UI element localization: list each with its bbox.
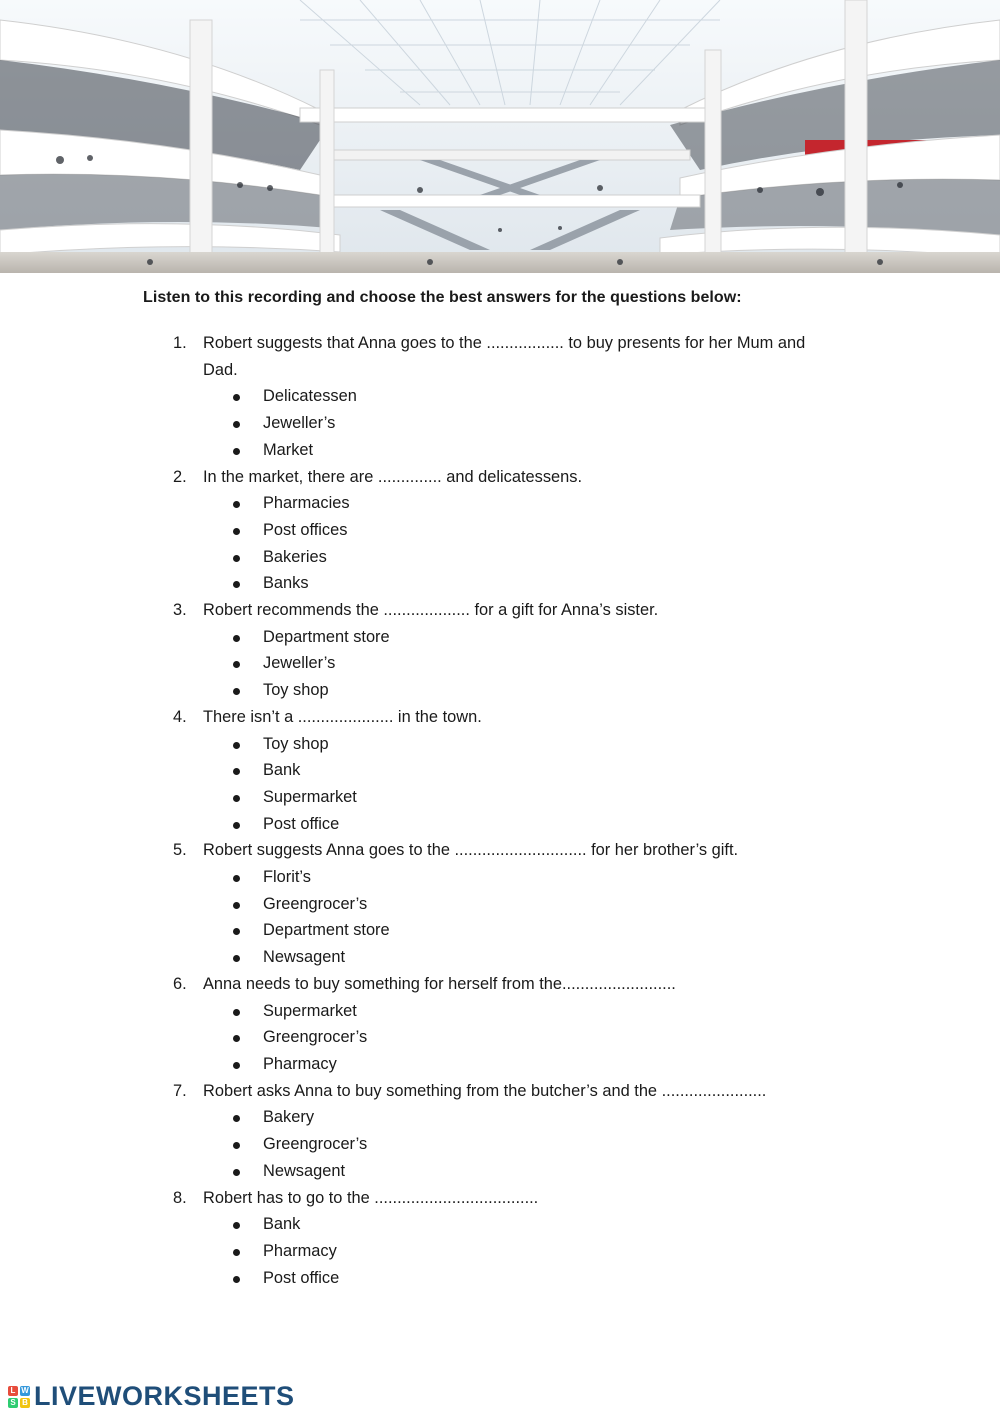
question-item — [0, 1078, 1000, 1185]
bullet-icon — [233, 1142, 240, 1149]
answer-option[interactable] — [0, 1265, 1000, 1292]
answer-option-label: Toy shop — [263, 734, 329, 753]
logo-square: L — [8, 1386, 18, 1396]
question-prompt: In the market, there are .............. and delicatessens. — [203, 467, 582, 486]
question-prompt: Anna needs to buy something for herself from the......................... — [203, 974, 676, 993]
question-number: 2. — [173, 467, 187, 486]
mall-interior-image — [0, 0, 1000, 273]
bullet-icon — [233, 661, 240, 668]
question-prompt: Robert suggests Anna goes to the ............................. for her brother’s gift. — [203, 841, 739, 860]
question-number: 5. — [173, 841, 187, 860]
answer-option-label: Pharmacy — [263, 1241, 337, 1260]
logo-square: W — [21, 1385, 29, 1395]
question-item — [0, 704, 1000, 838]
answer-option-label: Florit’s — [263, 868, 311, 887]
answer-option-label: Post office — [263, 814, 340, 833]
answer-option[interactable] — [0, 891, 1000, 918]
answer-option[interactable] — [0, 784, 1000, 811]
answer-option-label: Market — [263, 440, 314, 459]
answer-options — [0, 490, 1000, 597]
answer-option[interactable] — [0, 811, 1000, 838]
answer-option[interactable] — [0, 917, 1000, 944]
bullet-icon — [233, 1062, 240, 1069]
answer-option[interactable] — [0, 624, 1000, 651]
bullet-icon — [233, 1115, 240, 1122]
bullet-icon — [233, 795, 240, 802]
bullet-icon — [233, 1276, 240, 1283]
answer-option-label: Supermarket — [263, 1001, 357, 1020]
answer-option[interactable] — [0, 1238, 1000, 1265]
answer-option-label: Toy shop — [263, 681, 329, 700]
question-prompt: Robert asks Anna to buy something from the butcher’s and the ....................... — [203, 1081, 767, 1100]
bullet-icon — [233, 394, 240, 401]
answer-option-label: Banks — [263, 574, 309, 593]
answer-option[interactable] — [0, 437, 1000, 464]
question-text — [0, 837, 843, 864]
bullet-icon — [233, 742, 240, 749]
bullet-icon — [233, 1009, 240, 1016]
question-text — [0, 1078, 843, 1105]
answer-option[interactable] — [0, 731, 1000, 758]
question-item — [0, 1185, 1000, 1292]
answer-option-label: Delicatessen — [263, 387, 357, 406]
answer-options — [0, 1211, 1000, 1291]
answer-option[interactable] — [0, 1211, 1000, 1238]
question-text — [0, 597, 843, 624]
answer-options — [0, 731, 1000, 838]
answer-option[interactable] — [0, 757, 1000, 784]
bullet-icon — [233, 688, 240, 695]
question-text — [0, 1185, 843, 1212]
question-list — [0, 330, 1000, 1291]
bullet-icon — [233, 581, 240, 588]
question-text — [0, 704, 843, 731]
answer-options — [0, 864, 1000, 971]
bullet-icon — [233, 768, 240, 775]
question-item — [0, 597, 1000, 704]
answer-options — [0, 998, 1000, 1078]
answer-option-label: Post offices — [263, 520, 348, 539]
answer-option-label: Bank — [263, 761, 301, 780]
question-number: 6. — [173, 974, 187, 993]
answer-option[interactable] — [0, 490, 1000, 517]
answer-option-label: Jeweller’s — [263, 654, 336, 673]
answer-option[interactable] — [0, 1024, 1000, 1051]
bullet-icon — [233, 635, 240, 642]
answer-option-label: Bank — [263, 1215, 301, 1234]
question-item — [0, 837, 1000, 971]
bullet-icon — [233, 421, 240, 428]
bullet-icon — [233, 822, 240, 829]
answer-option[interactable] — [0, 1104, 1000, 1131]
answer-option-label: Post office — [263, 1268, 340, 1287]
answer-option-label: Department store — [263, 627, 390, 646]
answer-option-label: Greengrocer’s — [263, 1135, 368, 1154]
logo-text: LIVEWORKSHEETS — [34, 1381, 295, 1411]
bullet-icon — [233, 902, 240, 909]
answer-option[interactable] — [0, 650, 1000, 677]
question-number: 7. — [173, 1081, 187, 1100]
answer-option[interactable] — [0, 570, 1000, 597]
bullet-icon — [233, 1222, 240, 1229]
answer-option[interactable] — [0, 383, 1000, 410]
answer-option[interactable] — [0, 998, 1000, 1025]
question-prompt: Robert suggests that Anna goes to the ................. to buy presents for her Mum and Dad. — [203, 334, 806, 379]
answer-option-label: Newsagent — [263, 948, 346, 967]
answer-option[interactable] — [0, 544, 1000, 571]
answer-option-label: Greengrocer’s — [263, 894, 368, 913]
answer-options — [0, 1104, 1000, 1184]
question-prompt: There isn’t a ..................... in the town. — [203, 707, 482, 726]
answer-option-label: Supermarket — [263, 787, 357, 806]
bullet-icon — [233, 955, 240, 962]
answer-option-label: Bakery — [263, 1108, 315, 1127]
answer-option[interactable] — [0, 1131, 1000, 1158]
question-item — [0, 464, 1000, 598]
answer-option[interactable] — [0, 944, 1000, 971]
question-text — [0, 464, 843, 491]
question-number: 4. — [173, 707, 187, 726]
answer-option[interactable] — [0, 517, 1000, 544]
logo-square: S — [8, 1398, 18, 1408]
answer-option[interactable] — [0, 1051, 1000, 1078]
answer-option[interactable] — [0, 410, 1000, 437]
question-prompt: Robert has to go to the .................................... — [203, 1188, 539, 1207]
bullet-icon — [233, 875, 240, 882]
answer-options — [0, 383, 1000, 463]
answer-option-label: Department store — [263, 921, 390, 940]
answer-option-label: Jeweller’s — [263, 414, 336, 433]
question-text — [0, 330, 843, 383]
answer-option-label: Bakeries — [263, 547, 327, 566]
answer-option-label: Greengrocer’s — [263, 1028, 368, 1047]
answer-option-label: Newsagent — [263, 1161, 346, 1180]
bullet-icon — [233, 1169, 240, 1176]
instruction-text: Listen to this recording and choose the best answers for the questions below: — [143, 289, 742, 306]
answer-option-label: Pharmacies — [263, 494, 350, 513]
question-item — [0, 971, 1000, 1078]
question-item — [0, 330, 1000, 464]
bullet-icon — [233, 448, 240, 455]
bullet-icon — [233, 501, 240, 508]
question-number: 3. — [173, 601, 187, 620]
answer-options — [0, 624, 1000, 704]
answer-option[interactable] — [0, 864, 1000, 891]
bullet-icon — [233, 555, 240, 562]
bullet-icon — [233, 928, 240, 935]
question-number: 1. — [173, 334, 187, 352]
bullet-icon — [233, 1035, 240, 1042]
header-photo — [0, 0, 1000, 273]
liveworksheets-logo[interactable] — [8, 1381, 295, 1412]
bullet-icon — [233, 528, 240, 535]
answer-option-label: Pharmacy — [263, 1054, 337, 1073]
question-prompt: Robert recommends the ................... for a gift for Anna’s sister. — [203, 601, 659, 620]
question-number: 8. — [173, 1188, 187, 1207]
question-text — [0, 971, 843, 998]
answer-option[interactable] — [0, 1158, 1000, 1185]
bullet-icon — [233, 1249, 240, 1256]
answer-option[interactable] — [0, 677, 1000, 704]
logo-mark-icon — [8, 1386, 30, 1408]
logo-square: B — [20, 1398, 30, 1408]
